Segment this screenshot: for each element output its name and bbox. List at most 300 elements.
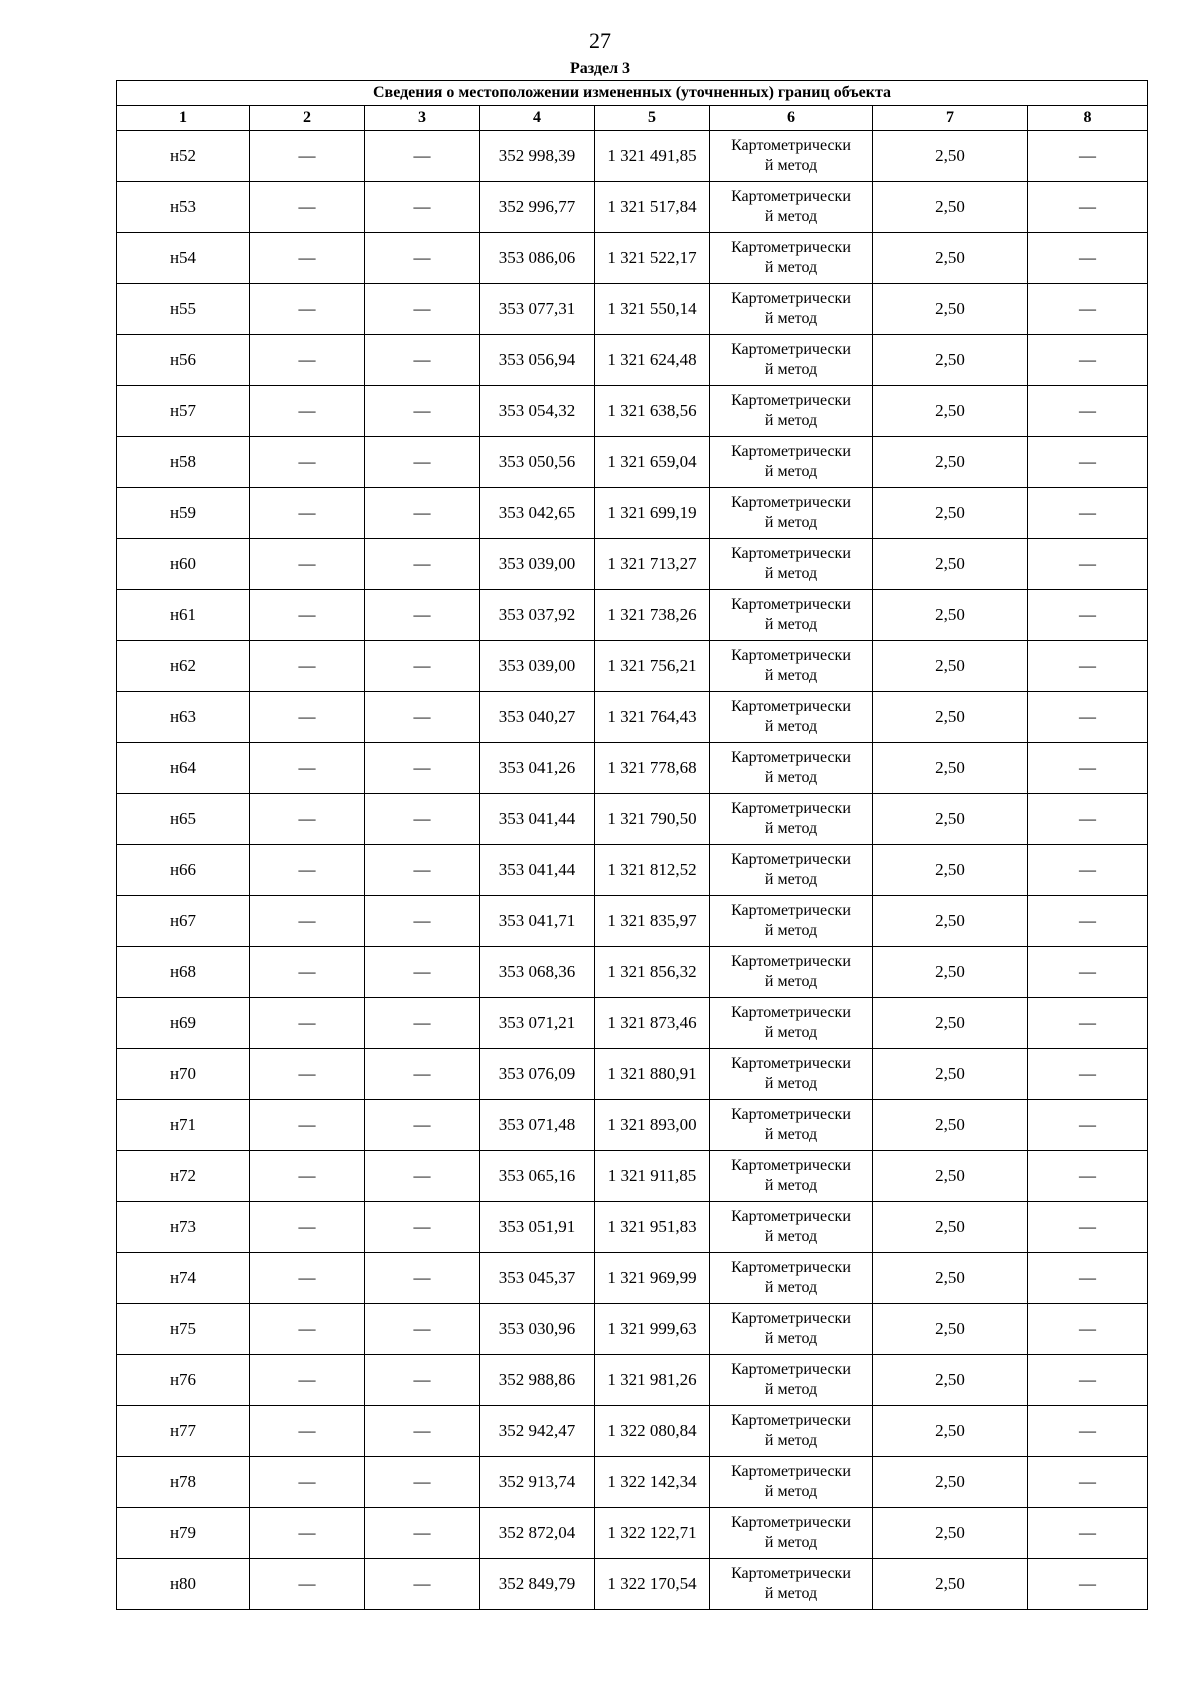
method-text: й метод [764, 1126, 818, 1143]
point-number-cell: н62 [117, 641, 250, 692]
method-cell [710, 284, 873, 335]
point-number-cell: н55 [117, 284, 250, 335]
point-number-cell: н75 [117, 1304, 250, 1355]
empty-cell: — [365, 437, 480, 488]
x-coordinate-cell: 353 037,92 [480, 590, 595, 641]
method-text: й метод [764, 1483, 818, 1500]
method-cell [710, 1457, 873, 1508]
empty-cell: — [250, 1049, 365, 1100]
x-coordinate-cell: 353 041,26 [480, 743, 595, 794]
method-cell [710, 1202, 873, 1253]
table-row [117, 488, 1148, 539]
method-text: й метод [764, 514, 818, 531]
x-coordinate-cell: 352 913,74 [480, 1457, 595, 1508]
method-cell [710, 794, 873, 845]
column-header: 3 [365, 106, 480, 131]
method-text: й метод [764, 820, 818, 837]
method-text: й метод [764, 973, 818, 990]
table-row [117, 1100, 1148, 1151]
empty-cell: — [1028, 896, 1148, 947]
method-cell [710, 1100, 873, 1151]
method-text: й метод [764, 1177, 818, 1194]
x-coordinate-cell: 352 998,39 [480, 131, 595, 182]
method-text: й метод [764, 412, 818, 429]
method-cell [710, 947, 873, 998]
empty-cell: — [365, 386, 480, 437]
empty-cell: — [1028, 1100, 1148, 1151]
empty-cell: — [1028, 1049, 1148, 1100]
empty-cell: — [250, 1457, 365, 1508]
y-coordinate-cell: 1 321 856,32 [595, 947, 710, 998]
y-coordinate-cell: 1 321 522,17 [595, 233, 710, 284]
table-row [117, 131, 1148, 182]
x-coordinate-cell: 353 050,56 [480, 437, 595, 488]
empty-cell: — [365, 845, 480, 896]
y-coordinate-cell: 1 321 659,04 [595, 437, 710, 488]
empty-cell: — [250, 1100, 365, 1151]
x-coordinate-cell: 352 872,04 [480, 1508, 595, 1559]
y-coordinate-cell: 1 322 142,34 [595, 1457, 710, 1508]
column-header: 2 [250, 106, 365, 131]
method-text: Картометрически [731, 494, 851, 511]
empty-cell: — [1028, 1202, 1148, 1253]
x-coordinate-cell: 353 068,36 [480, 947, 595, 998]
table-row [117, 743, 1148, 794]
empty-cell: — [1028, 284, 1148, 335]
empty-cell: — [250, 284, 365, 335]
point-number-cell: н61 [117, 590, 250, 641]
method-text: Картометрически [731, 800, 851, 817]
empty-cell: — [1028, 692, 1148, 743]
method-cell [710, 692, 873, 743]
method-text: Картометрически [731, 1004, 851, 1021]
method-text: Картометрически [731, 902, 851, 919]
method-cell [710, 437, 873, 488]
empty-cell: — [250, 692, 365, 743]
accuracy-cell: 2,50 [873, 743, 1028, 794]
method-cell [710, 1049, 873, 1100]
method-text: й метод [764, 667, 818, 684]
empty-cell: — [1028, 488, 1148, 539]
y-coordinate-cell: 1 321 699,19 [595, 488, 710, 539]
empty-cell: — [1028, 641, 1148, 692]
column-header: 6 [710, 106, 873, 131]
y-coordinate-cell: 1 321 893,00 [595, 1100, 710, 1151]
y-coordinate-cell: 1 322 170,54 [595, 1559, 710, 1610]
method-text: й метод [764, 1381, 818, 1398]
method-cell [710, 896, 873, 947]
y-coordinate-cell: 1 321 517,84 [595, 182, 710, 233]
method-text: Картометрически [731, 137, 851, 154]
empty-cell: — [250, 1304, 365, 1355]
x-coordinate-cell: 353 076,09 [480, 1049, 595, 1100]
point-number-cell: н54 [117, 233, 250, 284]
empty-cell: — [250, 335, 365, 386]
table-caption: Сведения о местоположении измененных (уточненных) границ объекта [117, 81, 1148, 106]
method-text: й метод [764, 1585, 818, 1602]
point-number-cell: н53 [117, 182, 250, 233]
column-number-row [117, 106, 1148, 131]
column-header: 4 [480, 106, 595, 131]
y-coordinate-cell: 1 321 911,85 [595, 1151, 710, 1202]
table-row [117, 1304, 1148, 1355]
empty-cell: — [1028, 335, 1148, 386]
method-text: й метод [764, 616, 818, 633]
method-cell [710, 1508, 873, 1559]
empty-cell: — [1028, 845, 1148, 896]
accuracy-cell: 2,50 [873, 590, 1028, 641]
empty-cell: — [365, 1253, 480, 1304]
method-text: Картометрически [731, 1106, 851, 1123]
x-coordinate-cell: 352 996,77 [480, 182, 595, 233]
empty-cell: — [365, 896, 480, 947]
empty-cell: — [365, 641, 480, 692]
accuracy-cell: 2,50 [873, 1049, 1028, 1100]
method-text: й метод [764, 1075, 818, 1092]
accuracy-cell: 2,50 [873, 488, 1028, 539]
table-row [117, 233, 1148, 284]
method-cell [710, 488, 873, 539]
method-text: й метод [764, 565, 818, 582]
accuracy-cell: 2,50 [873, 1406, 1028, 1457]
method-text: Картометрически [731, 239, 851, 256]
method-text: Картометрически [731, 1565, 851, 1582]
accuracy-cell: 2,50 [873, 998, 1028, 1049]
accuracy-cell: 2,50 [873, 1355, 1028, 1406]
method-text: й метод [764, 769, 818, 786]
empty-cell: — [365, 488, 480, 539]
empty-cell: — [1028, 794, 1148, 845]
y-coordinate-cell: 1 321 738,26 [595, 590, 710, 641]
empty-cell: — [1028, 437, 1148, 488]
empty-cell: — [365, 1100, 480, 1151]
x-coordinate-cell: 353 077,31 [480, 284, 595, 335]
empty-cell: — [365, 1508, 480, 1559]
point-number-cell: н57 [117, 386, 250, 437]
method-cell [710, 131, 873, 182]
table-row [117, 998, 1148, 1049]
accuracy-cell: 2,50 [873, 1304, 1028, 1355]
point-number-cell: н66 [117, 845, 250, 896]
empty-cell: — [365, 743, 480, 794]
method-cell [710, 335, 873, 386]
empty-cell: — [1028, 1253, 1148, 1304]
method-text: й метод [764, 259, 818, 276]
empty-cell: — [1028, 743, 1148, 794]
accuracy-cell: 2,50 [873, 1508, 1028, 1559]
method-text: й метод [764, 1228, 818, 1245]
accuracy-cell: 2,50 [873, 284, 1028, 335]
empty-cell: — [365, 1202, 480, 1253]
y-coordinate-cell: 1 321 873,46 [595, 998, 710, 1049]
method-cell [710, 1151, 873, 1202]
y-coordinate-cell: 1 321 812,52 [595, 845, 710, 896]
method-text: Картометрически [731, 749, 851, 766]
y-coordinate-cell: 1 321 951,83 [595, 1202, 710, 1253]
method-text: й метод [764, 1432, 818, 1449]
empty-cell: — [250, 641, 365, 692]
empty-cell: — [365, 335, 480, 386]
column-header: 7 [873, 106, 1028, 131]
empty-cell: — [365, 182, 480, 233]
empty-cell: — [365, 233, 480, 284]
x-coordinate-cell: 353 041,71 [480, 896, 595, 947]
method-cell [710, 182, 873, 233]
method-text: й метод [764, 310, 818, 327]
accuracy-cell: 2,50 [873, 1559, 1028, 1610]
table-row [117, 845, 1148, 896]
empty-cell: — [1028, 1304, 1148, 1355]
table-row [117, 1508, 1148, 1559]
empty-cell: — [365, 590, 480, 641]
empty-cell: — [250, 437, 365, 488]
empty-cell: — [250, 233, 365, 284]
method-cell [710, 1253, 873, 1304]
y-coordinate-cell: 1 321 638,56 [595, 386, 710, 437]
method-text: Картометрически [731, 392, 851, 409]
table-row [117, 386, 1148, 437]
y-coordinate-cell: 1 321 999,63 [595, 1304, 710, 1355]
accuracy-cell: 2,50 [873, 896, 1028, 947]
empty-cell: — [1028, 539, 1148, 590]
accuracy-cell: 2,50 [873, 233, 1028, 284]
table-row [117, 1202, 1148, 1253]
method-text: Картометрически [731, 698, 851, 715]
x-coordinate-cell: 353 051,91 [480, 1202, 595, 1253]
point-number-cell: н56 [117, 335, 250, 386]
empty-cell: — [1028, 182, 1148, 233]
point-number-cell: н52 [117, 131, 250, 182]
method-cell [710, 539, 873, 590]
method-cell [710, 1355, 873, 1406]
point-number-cell: н79 [117, 1508, 250, 1559]
empty-cell: — [1028, 1151, 1148, 1202]
method-cell [710, 1304, 873, 1355]
method-cell [710, 386, 873, 437]
empty-cell: — [1028, 1406, 1148, 1457]
empty-cell: — [250, 590, 365, 641]
empty-cell: — [365, 998, 480, 1049]
empty-cell: — [365, 131, 480, 182]
point-number-cell: н69 [117, 998, 250, 1049]
accuracy-cell: 2,50 [873, 1100, 1028, 1151]
method-text: Картометрически [731, 1514, 851, 1531]
method-text: Картометрически [731, 1157, 851, 1174]
table-row [117, 1355, 1148, 1406]
empty-cell: — [365, 1304, 480, 1355]
x-coordinate-cell: 353 041,44 [480, 794, 595, 845]
empty-cell: — [250, 386, 365, 437]
column-header: 8 [1028, 106, 1148, 131]
empty-cell: — [365, 1151, 480, 1202]
accuracy-cell: 2,50 [873, 947, 1028, 998]
accuracy-cell: 2,50 [873, 437, 1028, 488]
empty-cell: — [250, 488, 365, 539]
point-number-cell: н60 [117, 539, 250, 590]
method-cell [710, 845, 873, 896]
point-number-cell: н70 [117, 1049, 250, 1100]
method-text: Картометрически [731, 443, 851, 460]
accuracy-cell: 2,50 [873, 794, 1028, 845]
y-coordinate-cell: 1 321 790,50 [595, 794, 710, 845]
x-coordinate-cell: 353 045,37 [480, 1253, 595, 1304]
empty-cell: — [250, 1508, 365, 1559]
empty-cell: — [250, 794, 365, 845]
point-number-cell: н78 [117, 1457, 250, 1508]
accuracy-cell: 2,50 [873, 1202, 1028, 1253]
empty-cell: — [250, 998, 365, 1049]
method-cell [710, 998, 873, 1049]
accuracy-cell: 2,50 [873, 845, 1028, 896]
method-text: й метод [764, 1024, 818, 1041]
point-number-cell: н64 [117, 743, 250, 794]
empty-cell: — [250, 182, 365, 233]
table-row [117, 692, 1148, 743]
empty-cell: — [250, 845, 365, 896]
y-coordinate-cell: 1 321 969,99 [595, 1253, 710, 1304]
method-text: й метод [764, 1279, 818, 1296]
point-number-cell: н67 [117, 896, 250, 947]
method-text: й метод [764, 1534, 818, 1551]
method-text: й метод [764, 871, 818, 888]
empty-cell: — [250, 131, 365, 182]
x-coordinate-cell: 353 039,00 [480, 641, 595, 692]
empty-cell: — [365, 947, 480, 998]
empty-cell: — [365, 284, 480, 335]
method-text: й метод [764, 922, 818, 939]
empty-cell: — [1028, 131, 1148, 182]
method-text: Картометрически [731, 1259, 851, 1276]
x-coordinate-cell: 353 065,16 [480, 1151, 595, 1202]
section-title: Раздел 3 [569, 60, 631, 77]
table-row [117, 1559, 1148, 1610]
accuracy-cell: 2,50 [873, 182, 1028, 233]
x-coordinate-cell: 353 086,06 [480, 233, 595, 284]
x-coordinate-cell: 353 042,65 [480, 488, 595, 539]
method-text: Картометрически [731, 290, 851, 307]
method-text: й метод [764, 157, 818, 174]
accuracy-cell: 2,50 [873, 386, 1028, 437]
x-coordinate-cell: 353 054,32 [480, 386, 595, 437]
table-row [117, 1457, 1148, 1508]
method-text: Картометрически [731, 647, 851, 664]
page-number: 27 [589, 28, 611, 53]
empty-cell: — [250, 1253, 365, 1304]
table-row [117, 1049, 1148, 1100]
table-row [117, 896, 1148, 947]
method-text: й метод [764, 1330, 818, 1347]
method-text: Картометрически [731, 1208, 851, 1225]
y-coordinate-cell: 1 321 764,43 [595, 692, 710, 743]
table-row [117, 182, 1148, 233]
accuracy-cell: 2,50 [873, 692, 1028, 743]
empty-cell: — [365, 539, 480, 590]
x-coordinate-cell: 353 071,48 [480, 1100, 595, 1151]
empty-cell: — [365, 1355, 480, 1406]
point-number-cell: н73 [117, 1202, 250, 1253]
table-row [117, 1253, 1148, 1304]
y-coordinate-cell: 1 321 756,21 [595, 641, 710, 692]
x-coordinate-cell: 353 030,96 [480, 1304, 595, 1355]
table-row [117, 794, 1148, 845]
column-header: 1 [117, 106, 250, 131]
y-coordinate-cell: 1 321 778,68 [595, 743, 710, 794]
point-number-cell: н72 [117, 1151, 250, 1202]
accuracy-cell: 2,50 [873, 335, 1028, 386]
x-coordinate-cell: 353 056,94 [480, 335, 595, 386]
table-row [117, 437, 1148, 488]
empty-cell: — [1028, 1457, 1148, 1508]
x-coordinate-cell: 353 041,44 [480, 845, 595, 896]
y-coordinate-cell: 1 321 835,97 [595, 896, 710, 947]
y-coordinate-cell: 1 321 880,91 [595, 1049, 710, 1100]
table-row [117, 590, 1148, 641]
empty-cell: — [250, 1406, 365, 1457]
table-row [117, 335, 1148, 386]
empty-cell: — [250, 1202, 365, 1253]
point-number-cell: н65 [117, 794, 250, 845]
method-text: й метод [764, 718, 818, 735]
accuracy-cell: 2,50 [873, 1253, 1028, 1304]
method-cell [710, 743, 873, 794]
point-number-cell: н58 [117, 437, 250, 488]
empty-cell: — [250, 896, 365, 947]
y-coordinate-cell: 1 321 981,26 [595, 1355, 710, 1406]
empty-cell: — [1028, 233, 1148, 284]
empty-cell: — [250, 1355, 365, 1406]
method-text: Картометрически [731, 1055, 851, 1072]
y-coordinate-cell: 1 322 080,84 [595, 1406, 710, 1457]
x-coordinate-cell: 352 849,79 [480, 1559, 595, 1610]
point-number-cell: н77 [117, 1406, 250, 1457]
empty-cell: — [250, 1151, 365, 1202]
point-number-cell: н59 [117, 488, 250, 539]
empty-cell: — [250, 743, 365, 794]
empty-cell: — [365, 1457, 480, 1508]
method-text: й метод [764, 208, 818, 225]
empty-cell: — [1028, 1355, 1148, 1406]
empty-cell: — [1028, 1559, 1148, 1610]
empty-cell: — [250, 947, 365, 998]
method-text: Картометрически [731, 1361, 851, 1378]
empty-cell: — [365, 1406, 480, 1457]
method-text: Картометрически [731, 851, 851, 868]
point-number-cell: н80 [117, 1559, 250, 1610]
method-cell [710, 233, 873, 284]
empty-cell: — [365, 794, 480, 845]
accuracy-cell: 2,50 [873, 539, 1028, 590]
empty-cell: — [1028, 386, 1148, 437]
coordinates-table [116, 80, 1148, 1610]
method-text: й метод [764, 463, 818, 480]
y-coordinate-cell: 1 322 122,71 [595, 1508, 710, 1559]
point-number-cell: н74 [117, 1253, 250, 1304]
y-coordinate-cell: 1 321 550,14 [595, 284, 710, 335]
empty-cell: — [365, 1049, 480, 1100]
empty-cell: — [1028, 1508, 1148, 1559]
empty-cell: — [365, 692, 480, 743]
empty-cell: — [250, 539, 365, 590]
method-text: Картометрически [731, 953, 851, 970]
table-row [117, 1406, 1148, 1457]
x-coordinate-cell: 352 988,86 [480, 1355, 595, 1406]
point-number-cell: н68 [117, 947, 250, 998]
point-number-cell: н76 [117, 1355, 250, 1406]
method-cell [710, 590, 873, 641]
method-cell [710, 641, 873, 692]
empty-cell: — [1028, 590, 1148, 641]
y-coordinate-cell: 1 321 491,85 [595, 131, 710, 182]
